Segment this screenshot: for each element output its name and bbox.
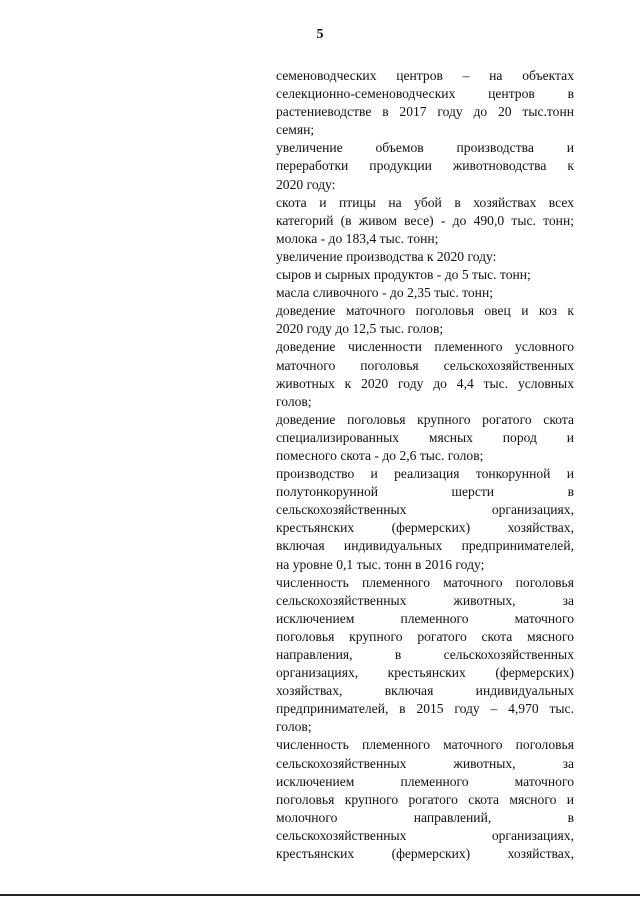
page-bottom-divider	[0, 894, 640, 896]
document-body	[276, 67, 574, 863]
text-line: доведение численности племенного условного	[276, 339, 574, 355]
text-line: помесного скота - до 2,6 тыс. голов;	[276, 447, 484, 463]
text-line: маточного поголовья сельскохозяйственных	[276, 357, 574, 373]
text-line: исключением племенного маточного	[276, 773, 574, 789]
text-line: молока - до 183,4 тыс. тонн;	[276, 230, 439, 246]
text-line: включая индивидуальных предпринимателей,	[276, 538, 574, 554]
text-line: исключением племенного маточного	[276, 610, 574, 626]
text-line: производство и реализация тонкорунной и	[276, 466, 574, 482]
text-line: поголовья крупного рогатого скота мясного и	[276, 791, 574, 807]
text-line: численность племенного маточного поголовья	[276, 737, 574, 753]
text-line: молочного направлений, в	[276, 809, 574, 825]
text-line: доведение маточного поголовья овец и коз к	[276, 303, 574, 319]
text-line: доведение поголовья крупного рогатого скота	[276, 411, 574, 427]
text-line: поголовья крупного рогатого скота мясного	[276, 628, 574, 644]
text-line: предпринимателей, в 2015 году – 4,970 тыс.	[276, 701, 574, 717]
text-line: увеличение объемов производства и	[276, 140, 574, 156]
text-line: голов;	[276, 393, 312, 409]
text-line: семеноводческих центров – на объектах	[276, 68, 574, 83]
text-line: организациях, крестьянских (фермерских)	[276, 665, 574, 681]
text-line: селекционно-семеноводческих центров в	[276, 86, 574, 102]
text-line: сельскохозяйственных животных, за	[276, 755, 574, 771]
text-line: на уровне 0,1 тыс. тонн в 2016 году;	[276, 556, 485, 572]
text-line: животных к 2020 году до 4,4 тыс. условных	[276, 375, 574, 391]
text-line: сельскохозяйственных организациях,	[276, 827, 574, 843]
text-line: переработки продукции животноводства к	[276, 158, 574, 174]
text-line: сыров и сырных продуктов - до 5 тыс. тонн;	[276, 267, 531, 283]
text-line: 2020 году до 12,5 тыс. голов;	[276, 321, 444, 337]
text-line: специализированных мясных пород и	[276, 429, 574, 445]
text-line: скота и птицы на убой в хозяйствах всех	[276, 194, 574, 210]
text-line: крестьянских (фермерских) хозяйствах,	[276, 520, 574, 536]
text-line: сельскохозяйственных животных, за	[276, 592, 574, 608]
text-line: масла сливочного - до 2,35 тыс. тонн;	[276, 285, 494, 301]
text-line: крестьянских (фермерских) хозяйствах,	[276, 846, 574, 862]
text-line: хозяйствах, включая индивидуальных	[276, 683, 574, 699]
text-line: голов;	[276, 719, 312, 735]
text-line: численность племенного маточного поголовья	[276, 574, 574, 590]
text-line: увеличение производства к 2020 году:	[276, 248, 497, 264]
text-line: семян;	[276, 122, 315, 138]
text-line: 2020 году:	[276, 176, 336, 192]
text-line: сельскохозяйственных организациях,	[276, 502, 574, 518]
text-line: категорий (в живом весе) - до 490,0 тыс. тонн;	[276, 212, 574, 228]
text-line: направления, в сельскохозяйственных	[276, 647, 574, 662]
text-line: полутонкорунной шерсти в	[276, 484, 574, 500]
text-line: растениеводстве в 2017 году до 20 тыс.тонн	[276, 104, 574, 120]
page-number: 5	[316, 27, 324, 42]
